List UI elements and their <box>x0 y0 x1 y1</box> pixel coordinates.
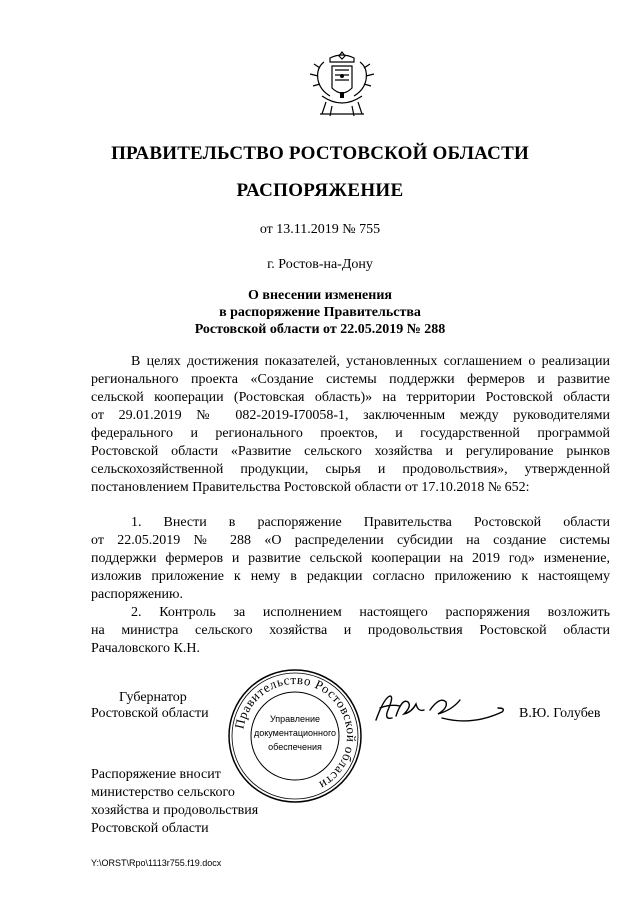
seal-ring-text: Правительство Ростовской области <box>231 671 360 794</box>
preamble-line: регионального проекта «Создание системы поддержки фермеров и развитие <box>91 372 610 387</box>
preamble-line: сельскохозяйственной продукции, сырья и продовольствия», утвержденной <box>91 462 610 477</box>
subject-line: Ростовской области от 22.05.2019 № 288 <box>194 322 446 337</box>
preamble-line: от 29.01.2019 № 082-2019-I70058-1, заключенным между руководителями <box>91 408 610 423</box>
coat-of-arms-icon <box>302 48 382 120</box>
item-1-line: от 22.05.2019 № 288 «О распределении субсидии на создание системы <box>91 533 610 548</box>
governor-title: Губернатор <box>119 690 187 705</box>
submitted-by-line: министерство сельского <box>91 785 235 800</box>
item-1-line: изложив приложение к нему в редакции согласно приложению к настоящему <box>91 569 610 584</box>
preamble-line: В целях достижения показателей, установленных соглашением о реализации <box>131 354 610 369</box>
seal-inner-text: документационного <box>253 728 337 738</box>
item-2-line: 2. Контроль за исполнением настоящего распоряжения возложить <box>131 605 610 620</box>
item-1-line: распоряжению. <box>91 587 184 602</box>
item-1-line: поддержки фермеров и развитие сельской кооперации на 2019 год» изменение, <box>91 551 610 566</box>
item-2-line: Рачаловского К.Н. <box>91 641 200 656</box>
item-1-line: 1. Внести в распоряжение Правительства Ростовской области <box>131 515 610 530</box>
preamble-line: сельской кооперации (Ростовская область)» на территории Ростовской области <box>91 390 610 405</box>
document-type: РАСПОРЯЖЕНИЕ <box>236 180 404 201</box>
handwritten-signature <box>370 690 510 730</box>
submitted-by-line: хозяйства и продовольствия <box>91 803 259 818</box>
seal-inner-text: Управление <box>269 714 321 724</box>
signer-name: В.Ю. Голубев <box>519 706 601 721</box>
file-path: Y:\ORST\Rpo\1113r755.f19.docx <box>91 858 222 868</box>
subject-line: в распоряжение Правительства <box>219 305 421 320</box>
preamble-line: постановлением Правительства Ростовской области от 17.10.2018 № 652: <box>91 480 530 495</box>
item-2-line: на министра сельского хозяйства и продовольствия Ростовской области <box>91 623 610 638</box>
subject-line: О внесении изменения <box>248 288 392 303</box>
document-place: г. Ростов-на-Дону <box>267 257 373 272</box>
seal-inner-text: обеспечения <box>268 742 322 752</box>
page-title: ПРАВИТЕЛЬСТВО РОСТОВСКОЙ ОБЛАСТИ <box>111 143 529 164</box>
submitted-by-line: Ростовской области <box>91 821 209 836</box>
document-date-number: от 13.11.2019 № 755 <box>259 222 381 237</box>
submitted-by-line: Распоряжение вносит <box>91 767 221 782</box>
governor-region: Ростовской области <box>91 706 209 721</box>
official-seal <box>225 666 365 806</box>
preamble-line: федерального и регионального проектов, и государственной программой <box>91 426 610 441</box>
preamble-line: Ростовской области «Развитие сельского хозяйства и регулирование рынков <box>91 444 610 459</box>
